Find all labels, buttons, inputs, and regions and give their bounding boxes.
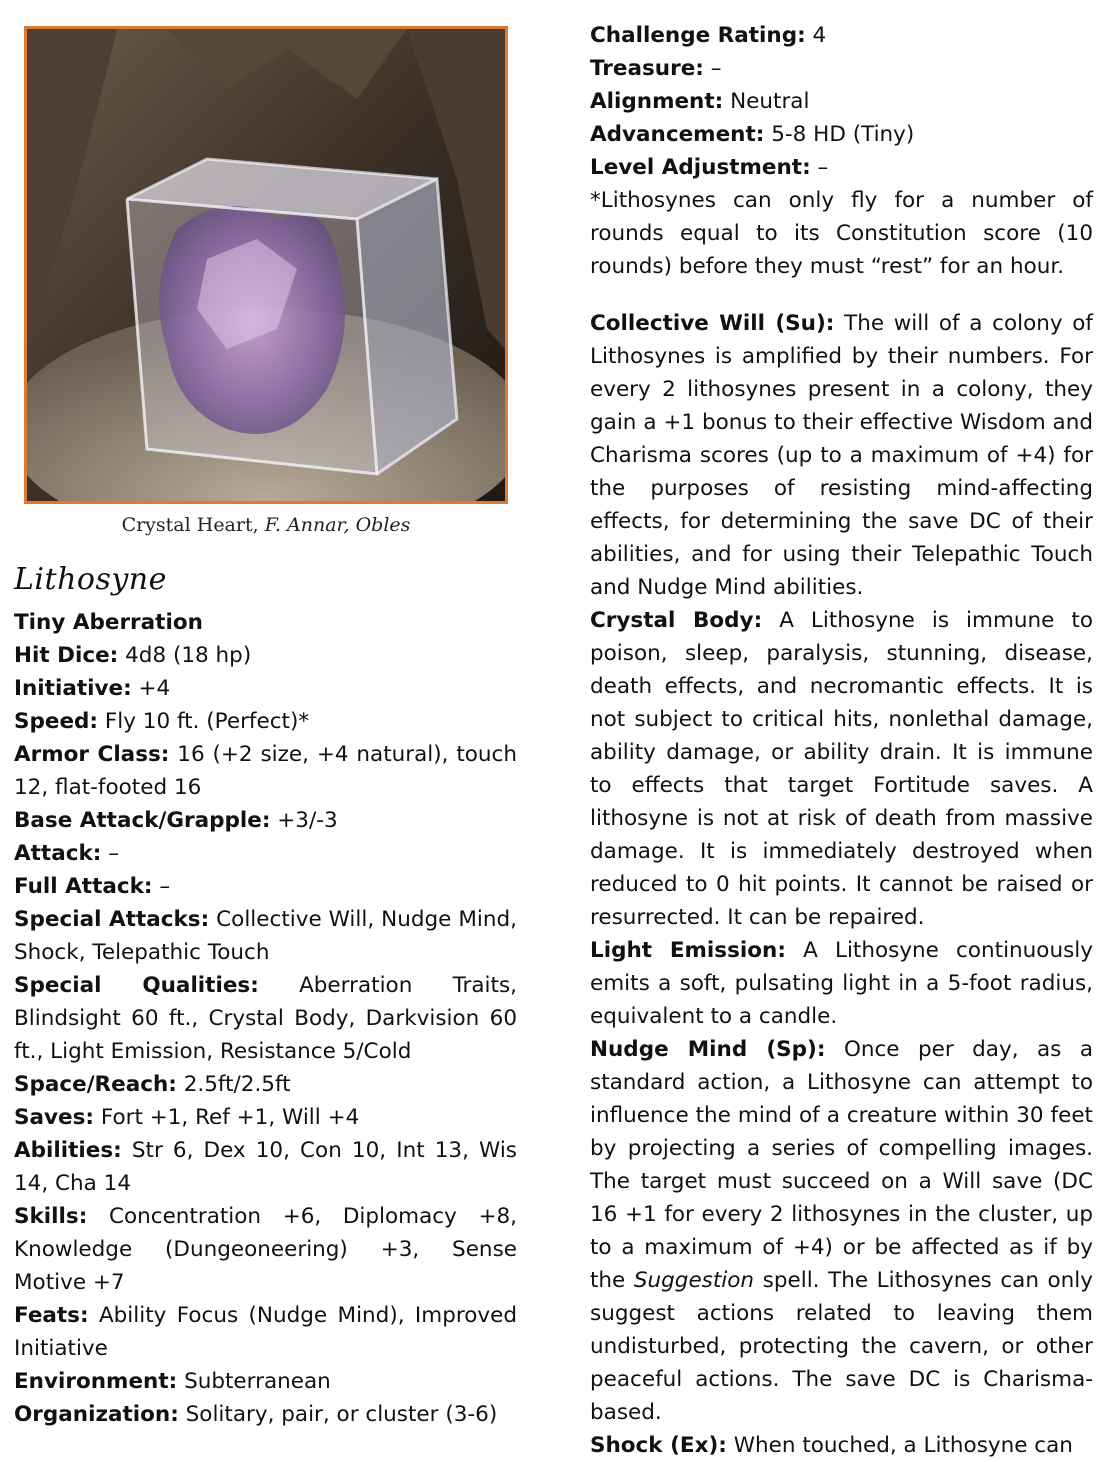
right-column [590, 19, 1093, 1462]
stat-initiative: Initiative: +4 [14, 676, 171, 701]
stat-treasure: Treasure: – [590, 56, 722, 81]
stat-armor-class: Armor Class: 16 (+2 size, +4 natural), touch 12, flat-footed 16 [14, 742, 517, 800]
figure-caption [24, 514, 508, 536]
stat-full-attack: Full Attack: – [14, 874, 171, 899]
stat-advancement: Advancement: 5-8 HD (Tiny) [590, 122, 915, 147]
ability-nudge-mind: Nudge Mind (Sp): Once per day, as a standard action, a Lithosyne can attempt to influence the mind of a creature within 30 feet by projecting a series of compelling images. The target must succeed on a Will save (DC 16 +1 for every 2 lithosynes in the cluster, up to a maximum of +4) or be affected as if by the Suggestion spell. The Lithosynes can only suggest actions related to leaving them undisturbed, protecting the cavern, or other peaceful actions. The save DC is Charisma-based. [590, 1037, 1094, 1425]
stat-feats: Feats: Ability Focus (Nudge Mind), Improved Initiative [14, 1303, 517, 1361]
fly-note: *Lithosynes can only fly for a number of rounds equal to its Constitution score (10 rounds) before they must “rest” for an hour. [590, 188, 1093, 279]
stat-base-attack: Base Attack/Grapple: +3/-3 [14, 808, 338, 833]
ability-light-emission: Light Emission: A Lithosyne continuously emits a soft, pulsating light in a 5-foot radius, equivalent to a candle. [590, 938, 1093, 1029]
stat-speed: Speed: Fly 10 ft. (Perfect)* [14, 709, 310, 734]
stat-alignment: Alignment: Neutral [590, 89, 810, 114]
stat-space-reach: Space/Reach: 2.5ft/2.5ft [14, 1072, 291, 1097]
stat-skills: Skills: Concentration +6, Diplomacy +8, Knowledge (Dungeoneering) +3, Sense Motive +7 [14, 1204, 517, 1295]
creature-illustration [24, 26, 508, 504]
caption-credit: F. Annar, Obles [264, 514, 411, 536]
stat-level-adjustment: Level Adjustment: – [590, 155, 829, 180]
creature-name: Lithosyne [14, 562, 167, 597]
stat-block [14, 606, 517, 1431]
stat-hit-dice: Hit Dice: 4d8 (18 hp) [14, 643, 252, 668]
stat-special-qualities: Special Qualities: Aberration Traits, Blindsight 60 ft., Crystal Body, Darkvision 60 ft., Light Emission, Resistance 5/Cold [14, 973, 517, 1064]
crystal-cube-image [27, 29, 505, 501]
stat-abilities: Abilities: Str 6, Dex 10, Con 10, Int 13, Wis 14, Cha 14 [14, 1138, 517, 1196]
ability-collective-will: Collective Will (Su): The will of a colony of Lithosynes is amplified by their numbers. For every 2 lithosynes present in a colony, they gain a +1 bonus to their effective Wisdom and Charisma scores (up to a maximum of +4) for the purposes of resisting mind-affecting effects, for determining the save DC of their abilities, and for using their Telepathic Touch and Nudge Mind abilities. [590, 311, 1093, 600]
creature-type: Tiny Aberration [14, 610, 203, 635]
caption-title: Crystal Heart, [121, 514, 259, 536]
ability-shock: Shock (Ex): When touched, a Lithosyne can [590, 1433, 1073, 1458]
stat-saves: Saves: Fort +1, Ref +1, Will +4 [14, 1105, 360, 1130]
stat-challenge-rating: Challenge Rating: 4 [590, 23, 827, 48]
stat-environment: Environment: Subterranean [14, 1369, 331, 1394]
stat-special-attacks: Special Attacks: Collective Will, Nudge Mind, Shock, Telepathic Touch [14, 907, 517, 965]
stat-attack: Attack: – [14, 841, 119, 866]
stat-organization: Organization: Solitary, pair, or cluster (3-6) [14, 1402, 498, 1427]
ability-crystal-body: Crystal Body: A Lithosyne is immune to poison, sleep, paralysis, stunning, disease, death effects, and necromantic effects. It is not subject to critical hits, nonlethal damage, ability damage, or ability drain. It is immune to effects that target Fortitude saves. A lithosyne is not at risk of death from massive damage. It is immediately destroyed when reduced to 0 hit points. It cannot be raised or resurrected. It can be repaired. [590, 608, 1093, 930]
